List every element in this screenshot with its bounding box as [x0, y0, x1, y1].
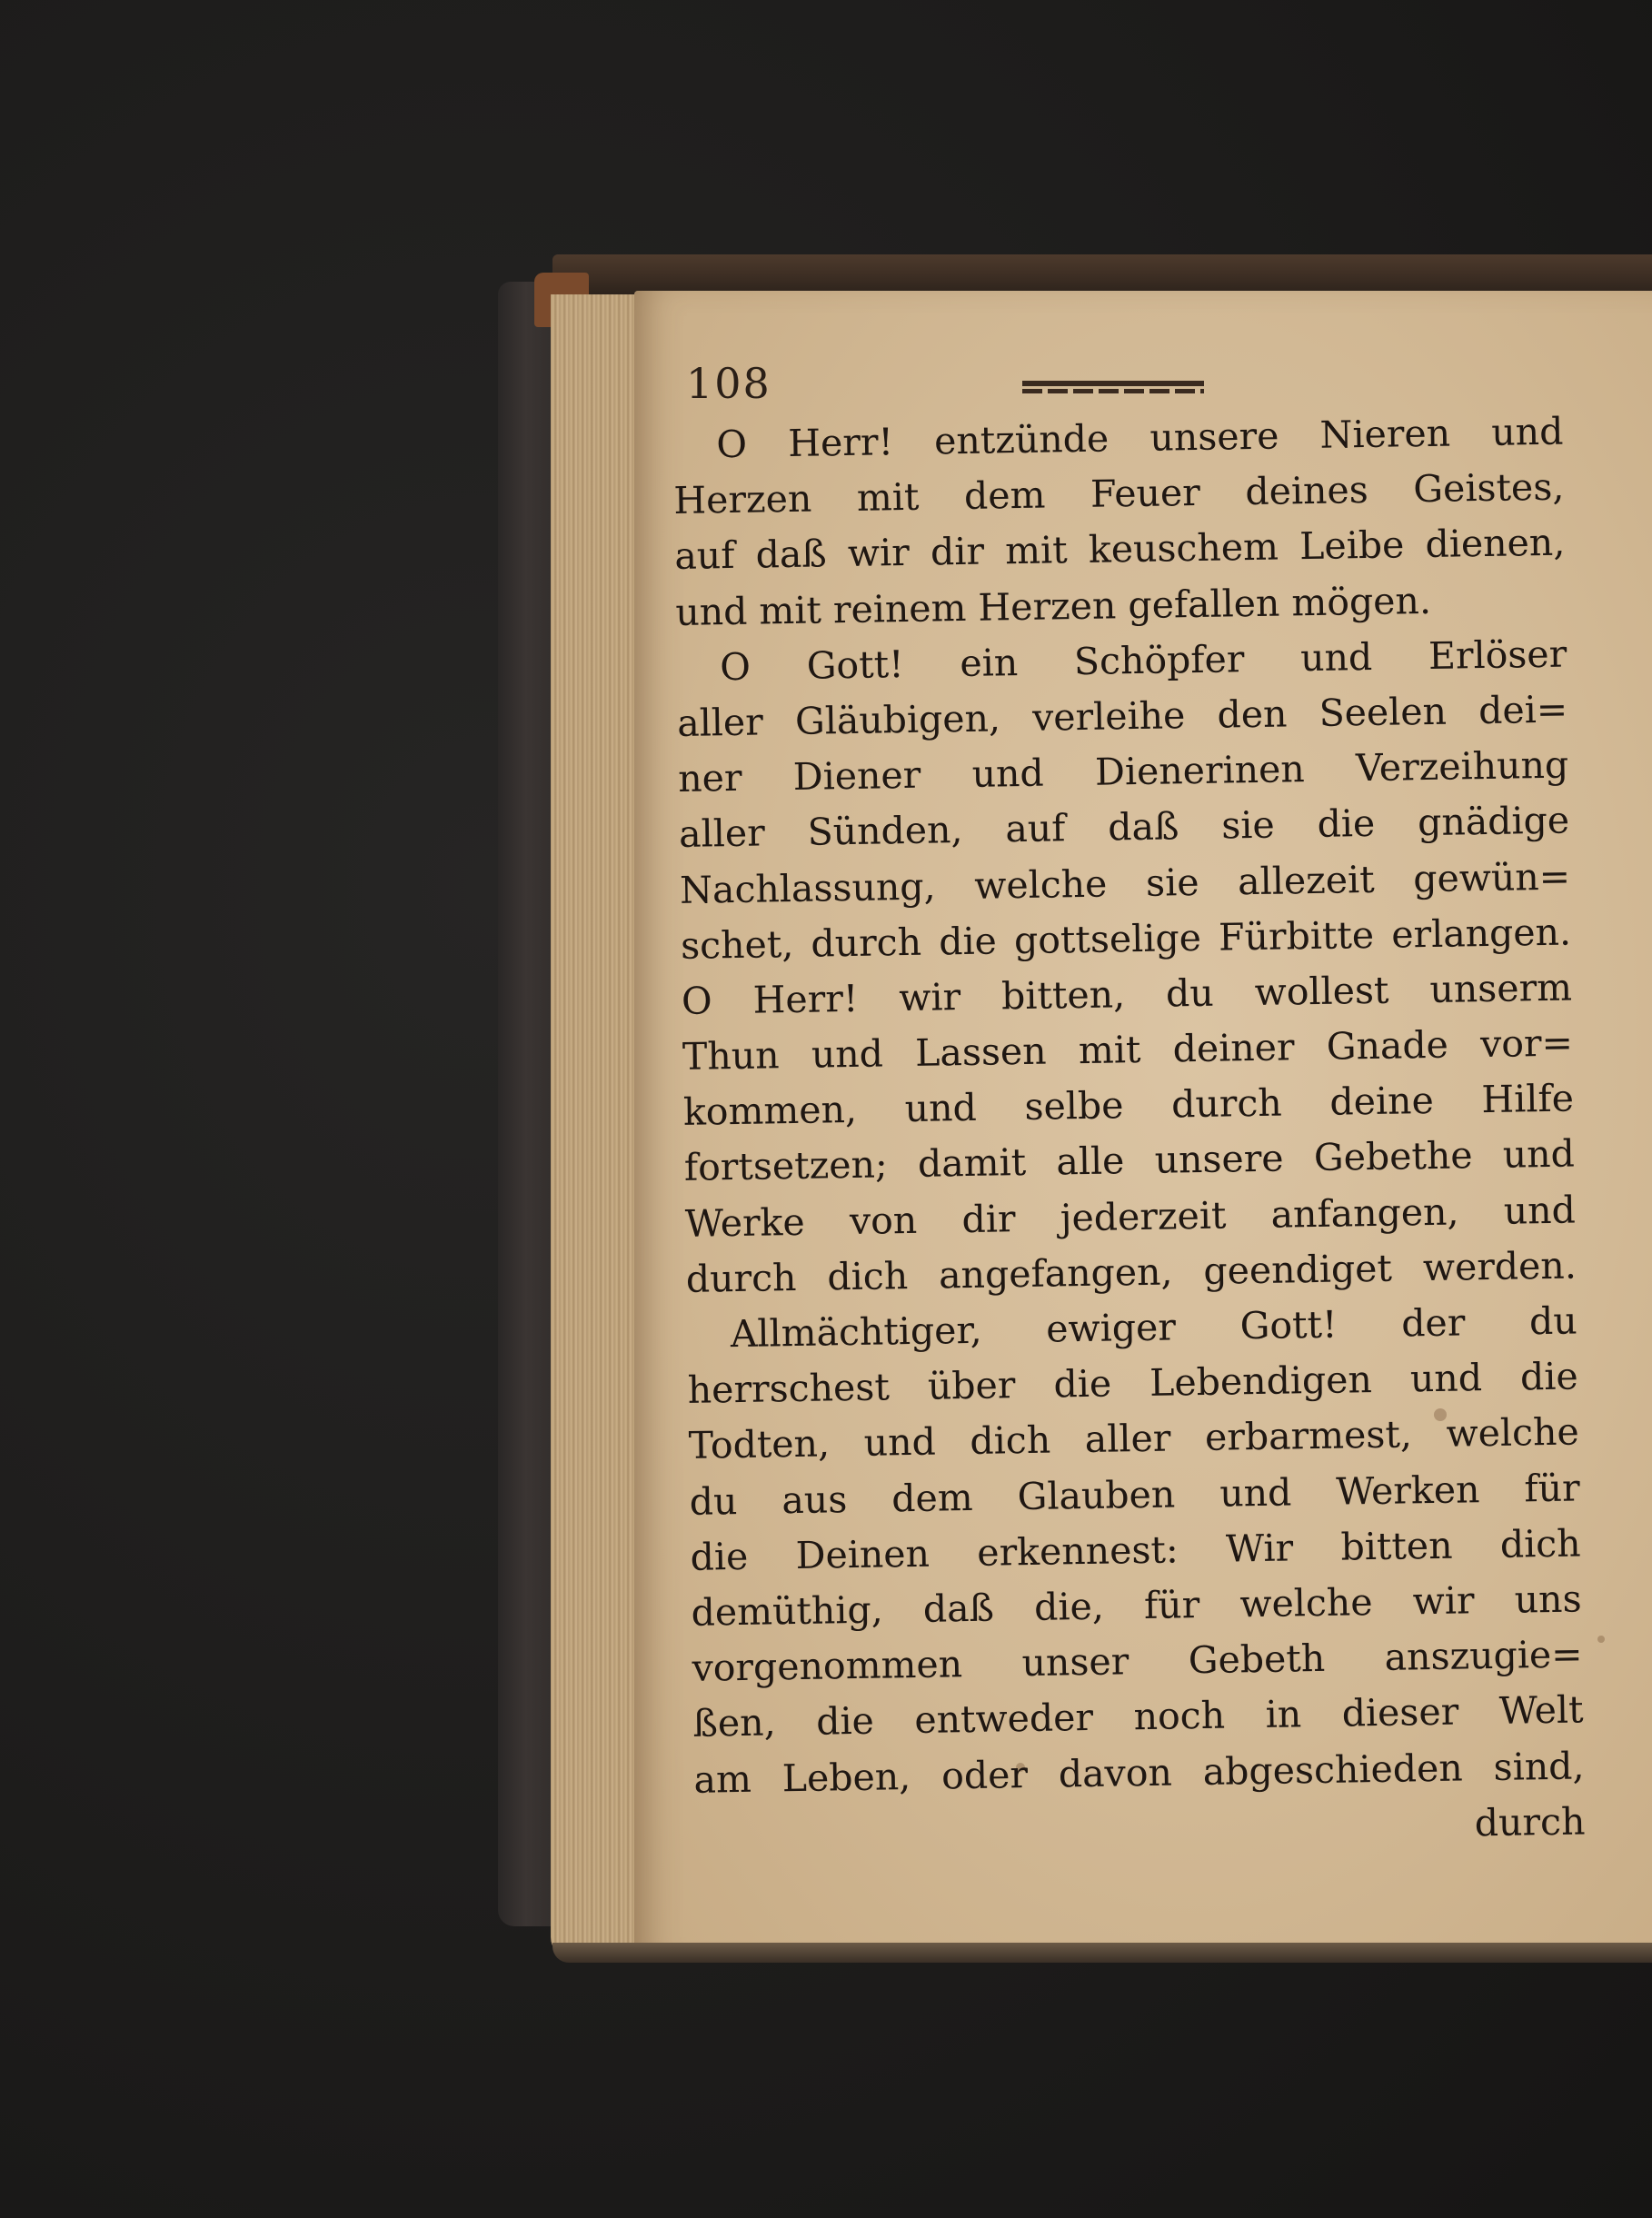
text-line: und mit reinem Herzen gefallen mögen.	[674, 578, 1432, 634]
text-line: aller Gläubigen, verleihe den Seelen dei=	[676, 687, 1568, 745]
text-line: die Deinen erkennest: Wir bitten dich	[690, 1521, 1581, 1579]
text-line: demüthig, daß die, für welche wir uns	[691, 1576, 1582, 1635]
text-line: O Gott! ein Schöpfer und Erlöser	[719, 632, 1567, 689]
text-line: Nachlassung, welche sie allezeit gewün=	[679, 854, 1571, 912]
page-stain	[1597, 1636, 1605, 1643]
page-text	[672, 404, 1586, 1864]
text-line: Allmächtiger, ewiger Gott! der du	[730, 1298, 1578, 1357]
text-line: Herzen mit dem Feuer deines Geistes,	[673, 464, 1565, 523]
text-line: auf daß wir dir mit keuschem Leibe dienen,	[674, 520, 1566, 579]
text-line: aller Sünden, auf daß sie die gnädige	[678, 798, 1570, 857]
text-line: Todten, und dich aller erbarmest, welche	[688, 1409, 1580, 1468]
text-line: kommen, und selbe durch deine Hilfe	[682, 1076, 1575, 1135]
text-line: ßen, die entweder noch in dieser Welt	[692, 1687, 1584, 1746]
text-line: du aus dem Glauben und Werken für	[689, 1466, 1580, 1524]
text-line: herrschest über die Lebendigen und die	[687, 1354, 1579, 1413]
text-line: schet, durch die gottselige Fürbitte erlangen.	[680, 910, 1572, 968]
text-line: Werke von dir jederzeit anfangen, und	[684, 1188, 1577, 1246]
text-line: durch dich angefangen, geendiget werden.	[685, 1243, 1577, 1301]
text-line: O Herr! wir bitten, du wollest unserm	[681, 965, 1573, 1023]
catchword: durch	[1474, 1799, 1586, 1845]
text-line: O Herr! entzünde unsere Nieren und	[716, 409, 1564, 467]
book-bottom-edge	[552, 1943, 1652, 1963]
text-line: am Leben, oder davon abgeschieden sind,	[693, 1743, 1585, 1802]
page-number: 108	[686, 359, 771, 408]
text-line: fortsetzen; damit alle unsere Gebethe und	[683, 1131, 1576, 1190]
header-ornament	[1022, 381, 1204, 395]
text-line: ner Diener und Dienerinen Verzeihung	[677, 742, 1569, 801]
text-line: Thun und Lassen mit deiner Gnade vor=	[682, 1020, 1574, 1079]
text-line: vorgenommen unser Gebeth anszugie=	[692, 1632, 1583, 1690]
